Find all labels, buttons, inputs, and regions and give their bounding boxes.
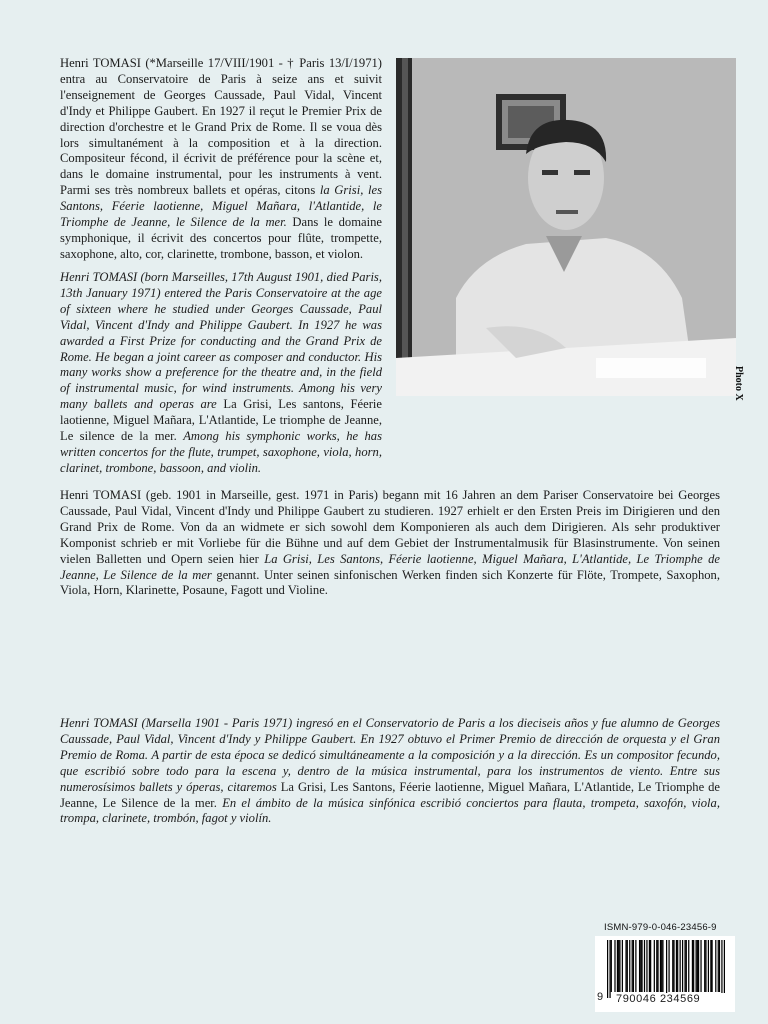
barcode-bar	[654, 940, 655, 992]
barcode-bar	[657, 940, 658, 992]
barcode-bar	[640, 940, 641, 992]
biography-spanish	[60, 716, 720, 827]
barcode-bar	[680, 940, 681, 992]
portrait-illustration	[396, 58, 736, 396]
barcode-bar	[656, 940, 657, 992]
barcode-bar	[698, 940, 699, 992]
biography-english-text: Henri TOMASI (born Marseilles, 17th August 1901, died Paris, 13th January 1971) entered the Paris Conservatoire at the age of sixteen where he studied under Georges Caussade, Paul Vidal, Vincent d'Indy and Philippe Gaubert. In 1927 he was awarded a First Prize for conducting and the Grand Prix de Rome. He began a joint career as composer and conductor. His many works show a preference for the theatre and, in the field of instrumental music, for wind instruments. Among his very many ballets and operas are La Grisi, Les santons, Féerie laotienne, Miguel Mañara, L'Atlantide, Le triomphe de Jeanne, Le silence de la mer. Among his symphonic works, he has written concertos for the flute, trumpet, saxophone, viola, horn, clarinet, trombone, bassoon, and violin.	[60, 270, 382, 475]
barcode-bar	[660, 940, 661, 992]
barcode-bar	[672, 940, 673, 992]
works-list-german: La Grisi, Les Santons, Féerie laotienne, Miguel Mañara, L'Atlantide, Le Triomphe de Jeanne, Le Silence de la mer	[60, 551, 720, 582]
barcode-bar	[686, 940, 687, 992]
barcode-bar	[618, 940, 619, 992]
barcode-bar	[635, 940, 636, 992]
barcode-bar	[649, 940, 650, 992]
barcode-bar	[617, 940, 618, 992]
biography-spanish-text: Henri TOMASI (Marsella 1901 - Paris 1971) ingresó en el Conservatorio de Paris a los dieciseis años y fue alumno de Georges Caussade, Paul Vidal, Vincent d'Indy y Philippe Gaubert. En 1927 obtuvo el Primer Premio de dirección de orquesta y el Gran Premio de Roma. A partir de esta época se dedicó simultáneamente a la composición y a la dirección. Es un compositor fecundo, que escribió sobre todo para la escena y, dentro de la música instrumental, para los instrumentos de viento. Entre sus numerosísimos ballets y óperas, citaremos La Grisi, Les Santons, Féerie laotienne, Miguel Mañara, L'Atlantide, Le Triomphe de Jeanne, Le Silence de la mer. En el ámbito de la música sinfónica escribió conciertos para flauta, trompeta, saxofón, viola, trompa, clarinete, trombón, fagot y violín.	[60, 716, 721, 826]
barcode-bar	[644, 940, 645, 992]
barcode-bar	[719, 940, 720, 992]
barcode-bar	[668, 940, 669, 992]
barcode-bar	[632, 940, 633, 992]
barcode-bar	[693, 940, 694, 992]
barcode-digits: 790046 234569	[615, 993, 734, 1005]
barcode-bar	[633, 940, 634, 992]
biography-french	[60, 56, 382, 263]
barcode-bar	[629, 940, 630, 992]
barcode-bar	[662, 940, 663, 992]
barcode-bar	[641, 940, 642, 992]
barcode-bar	[646, 940, 647, 992]
photo-credit: Photo X	[733, 366, 744, 401]
barcode	[595, 936, 735, 1012]
barcode-bar	[697, 940, 698, 992]
barcode-bar	[705, 940, 706, 992]
barcode-bar	[700, 940, 701, 992]
biography-german	[60, 488, 720, 599]
barcode-bar	[627, 940, 628, 992]
biography-french-text: Henri TOMASI (*Marseille 17/VIII/1901 - † Paris 13/I/1971) entra au Conservatoire de Paris à seize ans et suivit l'enseignement de Georges Caussade, Paul Vidal, Vincent d'Indy et Philippe Gaubert. En 1927 il reçut le Premier Prix de direction d'orchestre et le Grand Prix de Rome. Il se voua dès lors simultanément à la composition et à la direction. Compositeur fécond, il écrivit de préférence pour la scène et, dans le domaine instrumental, pour les instruments à vent. Parmi ses très nombreux ballets et opéras, citons la Grisi, les Santons, Féerie laotienne, Miguel Mañara, l'Atlantide, le Triomphe de Jeanne, le Silence de la mer. Dans le domaine symphonique, il écrivit des concertos pour flûte, trompette, saxophone, alto, cor, clarinette, trombone, basson, et violon.	[60, 56, 382, 261]
barcode-bar	[721, 940, 722, 998]
barcode-bar	[710, 940, 711, 992]
barcode-bar	[708, 940, 709, 992]
barcode-bar	[677, 940, 678, 992]
barcode-bar	[704, 940, 705, 992]
barcode-bar	[639, 940, 640, 992]
barcode-bar	[625, 940, 626, 992]
barcode-bar	[711, 940, 712, 992]
works-list-english: La Grisi, Les santons, Féerie laotienne, Miguel Mañara, L'Atlantide, Le triomphe de Jeanne, Le silence de la mer.	[60, 397, 382, 444]
barcode-lead-digit: 9	[597, 991, 604, 1003]
barcode-bar	[619, 940, 620, 992]
barcode-bar	[611, 940, 612, 992]
ismn-number: ISMN-979-0-046-23456-9	[604, 922, 717, 933]
barcode-bar	[682, 940, 683, 992]
works-list-spanish: La Grisi, Les Santons, Féerie laotienne, Miguel Mañara, L'Atlantide, Le Triomphe de Jeanne, Le Silence de la mer.	[60, 779, 721, 810]
barcode-bar	[666, 940, 667, 998]
barcode-bar	[676, 940, 677, 992]
barcode-bar	[622, 940, 623, 992]
barcode-bar	[684, 940, 685, 992]
barcode-bar	[614, 940, 615, 992]
barcode-bar	[661, 940, 662, 992]
barcode-bar	[607, 940, 608, 998]
biography-english	[60, 270, 382, 477]
barcode-bar	[696, 940, 697, 992]
barcode-bar	[718, 940, 719, 992]
barcode-bars	[607, 940, 725, 998]
barcode-bar	[673, 940, 674, 992]
barcode-bar	[688, 940, 689, 992]
barcode-bar	[650, 940, 651, 992]
composer-portrait-photo	[396, 58, 736, 396]
works-list-french: la Grisi, les Santons, Féerie laotienne, Miguel Mañara, l'Atlantide, le Triomphe de Jeanne, le Silence de la mer.	[60, 183, 382, 230]
barcode-bar	[609, 940, 610, 998]
biography-german-text: Henri TOMASI (geb. 1901 in Marseille, gest. 1971 in Paris) begann mit 16 Jahren an dem Pariser Conservatoire bei Georges Caussade, Paul Vidal, Vincent d'Indy und Philippe Gaubert zu studieren. 1927 erhielt er den Ersten Preis im Dirigieren und den Grand Prix de Rome. Von da an widmete er sich sowohl dem Komponieren als auch dem Dirigieren. Als sehr produktiver Komponist schrieb er mit Vorliebe für die Bühne und auf dem Gebiet der Instrumentalmusik für Blasinstrumente. Von seinen vielen Balletten und Opern seien hier La Grisi, Les Santons, Féerie laotienne, Miguel Mañara, L'Atlantide, Le Triomphe de Jeanne, Le Silence de la mer genannt. Unter seinen sinfonischen Werken finden sich Konzerte für Flöte, Trompete, Saxophon, Viola, Horn, Klarinette, Posaune, Fagott und Violine.	[60, 488, 720, 598]
barcode-bar	[715, 940, 716, 992]
barcode-bar	[692, 940, 693, 992]
barcode-bar	[724, 940, 725, 998]
